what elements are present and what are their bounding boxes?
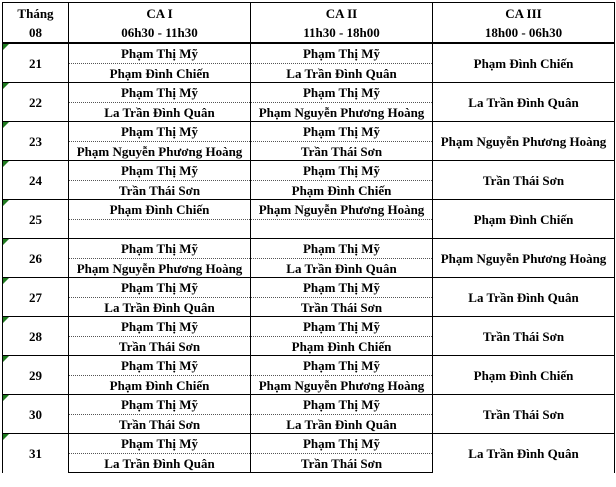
day-row: [3, 434, 615, 454]
day-cell[interactable]: 29: [3, 356, 69, 395]
day-row: [3, 43, 615, 64]
day-row: [3, 395, 615, 415]
ca2-staff-1[interactable]: Phạm Thị Mỹ: [251, 122, 433, 142]
ca2-staff-2[interactable]: La Trần Đình Quân: [251, 415, 433, 434]
header-row: [3, 3, 615, 24]
day-cell[interactable]: 27: [3, 278, 69, 317]
ca2-staff-2[interactable]: Trần Thái Sơn: [251, 454, 433, 473]
ca1-staff-1[interactable]: Phạm Đình Chiến: [69, 200, 251, 220]
ca1-staff-2[interactable]: La Trần Đình Quân: [69, 298, 251, 317]
ca1-staff-1[interactable]: Phạm Thị Mỹ: [69, 395, 251, 415]
ca3-staff[interactable]: Trần Thái Sơn: [433, 395, 615, 434]
ca3-staff[interactable]: Phạm Đình Chiến: [433, 200, 615, 239]
ca1-staff-1[interactable]: Phạm Thị Mỹ: [69, 122, 251, 142]
shift-3-time: 18h00 - 06h30: [433, 23, 615, 43]
ca2-staff-1[interactable]: Phạm Thị Mỹ: [251, 434, 433, 454]
day-row: [3, 317, 615, 337]
day-cell[interactable]: 22: [3, 83, 69, 122]
month-label: Tháng: [3, 3, 69, 24]
day-cell[interactable]: 25: [3, 200, 69, 239]
ca3-staff[interactable]: Phạm Đình Chiến: [433, 356, 615, 395]
ca2-staff-2[interactable]: [251, 220, 433, 239]
ca2-staff-1[interactable]: Phạm Thị Mỹ: [251, 278, 433, 298]
ca2-staff-2[interactable]: Phạm Đình Chiến: [251, 181, 433, 200]
ca1-staff-1[interactable]: Phạm Thị Mỹ: [69, 356, 251, 376]
ca2-staff-1[interactable]: Phạm Thị Mỹ: [251, 43, 433, 64]
shift-2-name: CA II: [251, 3, 433, 24]
day-row: [3, 83, 615, 103]
ca2-staff-1[interactable]: Phạm Thị Mỹ: [251, 317, 433, 337]
ca2-staff-2[interactable]: La Trần Đình Quân: [251, 64, 433, 83]
ca3-staff[interactable]: Phạm Nguyễn Phương Hoàng: [433, 239, 615, 278]
ca1-staff-1[interactable]: Phạm Thị Mỹ: [69, 161, 251, 181]
ca1-staff-2[interactable]: Phạm Đình Chiến: [69, 64, 251, 83]
day-row: [3, 161, 615, 181]
ca1-staff-2[interactable]: Trần Thái Sơn: [69, 337, 251, 356]
ca2-staff-1[interactable]: Phạm Thị Mỹ: [251, 239, 433, 259]
ca3-staff[interactable]: Trần Thái Sơn: [433, 317, 615, 356]
ca3-staff[interactable]: La Trần Đình Quân: [433, 434, 615, 473]
ca3-staff[interactable]: Phạm Nguyễn Phương Hoàng: [433, 122, 615, 161]
ca3-staff[interactable]: Phạm Đình Chiến: [433, 43, 615, 83]
ca2-staff-1[interactable]: Phạm Thị Mỹ: [251, 395, 433, 415]
ca2-staff-2[interactable]: Phạm Nguyễn Phương Hoàng: [251, 103, 433, 122]
day-row: [3, 356, 615, 376]
shift-schedule-table: [2, 2, 615, 473]
ca2-staff-1[interactable]: Phạm Thị Mỹ: [251, 83, 433, 103]
ca1-staff-1[interactable]: Phạm Thị Mỹ: [69, 43, 251, 64]
ca3-staff[interactable]: La Trần Đình Quân: [433, 278, 615, 317]
shift-1-name: CA I: [69, 3, 251, 24]
day-row: [3, 239, 615, 259]
ca3-staff[interactable]: La Trần Đình Quân: [433, 83, 615, 122]
ca2-staff-2[interactable]: Phạm Nguyễn Phương Hoàng: [251, 376, 433, 395]
ca1-staff-1[interactable]: Phạm Thị Mỹ: [69, 434, 251, 454]
ca2-staff-1[interactable]: Phạm Nguyễn Phương Hoàng: [251, 200, 433, 220]
ca2-staff-1[interactable]: Phạm Thị Mỹ: [251, 356, 433, 376]
month-value: 08: [3, 23, 69, 43]
ca1-staff-1[interactable]: Phạm Thị Mỹ: [69, 83, 251, 103]
day-cell[interactable]: 24: [3, 161, 69, 200]
ca1-staff-2[interactable]: Trần Thái Sơn: [69, 415, 251, 434]
ca2-staff-1[interactable]: Phạm Thị Mỹ: [251, 161, 433, 181]
ca1-staff-2[interactable]: Phạm Nguyễn Phương Hoàng: [69, 142, 251, 161]
shift-2-time: 11h30 - 18h00: [251, 23, 433, 43]
shift-1-time: 06h30 - 11h30: [69, 23, 251, 43]
ca1-staff-2[interactable]: Phạm Đình Chiến: [69, 376, 251, 395]
ca1-staff-1[interactable]: Phạm Thị Mỹ: [69, 278, 251, 298]
day-row: [3, 278, 615, 298]
header-row-times: [3, 23, 615, 43]
day-row: [3, 122, 615, 142]
ca1-staff-2[interactable]: Trần Thái Sơn: [69, 181, 251, 200]
day-cell[interactable]: 30: [3, 395, 69, 434]
ca3-staff[interactable]: Trần Thái Sơn: [433, 161, 615, 200]
day-cell[interactable]: 21: [3, 43, 69, 83]
ca1-staff-1[interactable]: Phạm Thị Mỹ: [69, 239, 251, 259]
day-cell[interactable]: 28: [3, 317, 69, 356]
ca2-staff-2[interactable]: Phạm Đình Chiến: [251, 337, 433, 356]
ca1-staff-2[interactable]: Phạm Nguyễn Phương Hoàng: [69, 259, 251, 278]
day-cell[interactable]: 31: [3, 434, 69, 473]
ca2-staff-2[interactable]: Trần Thái Sơn: [251, 298, 433, 317]
day-row: [3, 200, 615, 220]
shift-schedule-body: [3, 3, 615, 473]
ca1-staff-2[interactable]: [69, 220, 251, 239]
ca1-staff-2[interactable]: La Trần Đình Quân: [69, 454, 251, 473]
ca2-staff-2[interactable]: La Trần Đình Quân: [251, 259, 433, 278]
day-cell[interactable]: 26: [3, 239, 69, 278]
ca1-staff-1[interactable]: Phạm Thị Mỹ: [69, 317, 251, 337]
ca1-staff-2[interactable]: La Trần Đình Quân: [69, 103, 251, 122]
shift-3-name: CA III: [433, 3, 615, 24]
ca2-staff-2[interactable]: Trần Thái Sơn: [251, 142, 433, 161]
day-cell[interactable]: 23: [3, 122, 69, 161]
